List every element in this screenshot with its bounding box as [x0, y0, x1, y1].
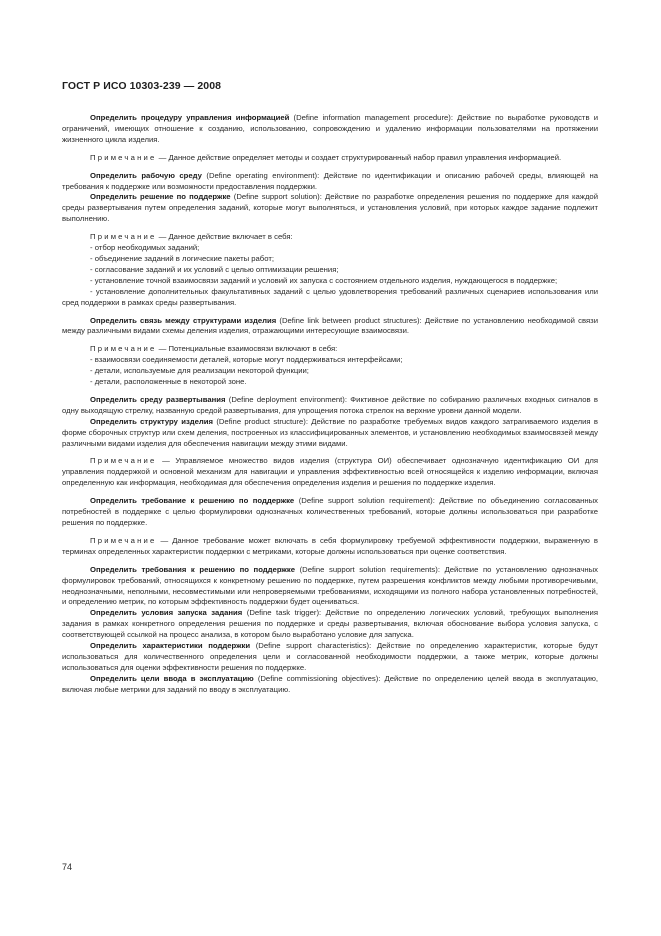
list-item: - установление дополнительных факультативных заданий с целью удовлетворения требований различных сценариев использования или сред поддержки в рамках среды развертывания.	[62, 286, 598, 307]
definition-text: (Define support characteristics): Действие по определению характеристик, которые будут использоваться для количественного определения цели и согласованной необходимости поддержки, а также метрик, которые должны использоваться для оценки эффективности решения по поддержке.	[62, 641, 598, 672]
term: Определить связь между структурами изделия	[90, 315, 277, 325]
note-paragraph	[62, 153, 598, 164]
term: Определить рабочую среду	[90, 170, 202, 180]
list-item: - объединение заданий в логические пакеты работ;	[90, 253, 274, 263]
list-item: - взаимосвязи соединяемости деталей, которые могут поддерживаться интерфейсами;	[90, 355, 403, 365]
definition-text: (Define deployment environment): Фиктивное действие по собиранию различных входных сигналов в одну выходящую стрелку, названную средой развертывания, для упрощения потока стрелок на верхние уровни данной модели.	[62, 394, 598, 415]
definition-text: (Define operating environment): Действие по идентификации и описанию рабочей среды, влияющей на требования к поддержке или возможности предоставления поддержки.	[62, 170, 598, 191]
note-label: Примечание	[90, 535, 157, 545]
list-item: - установление точной взаимосвязи заданий и условий их запуска с состоянием отдельного изделия, нуждающегося в поддержке;	[90, 275, 558, 285]
term: Определить характеристики поддержки	[90, 641, 251, 651]
term: Определить условия запуска задания	[90, 608, 243, 618]
note-label: Примечание	[90, 232, 157, 242]
list-item: - отбор необходимых заданий;	[90, 243, 200, 253]
definition-text: (Define task trigger): Действие по определению логических условий, требующих выполнения задания в рамках конкретного определения решения по поддержке и среды развертывания, включая обоснование выбора условия запуска, с соответствующей ссылкой на процесс анализа, в котором было выработано условие для запуска.	[62, 608, 598, 640]
list-item: - детали, расположенные в некоторой зоне.	[90, 377, 247, 387]
note-text: — Управляемое множество видов изделия (структура ОИ) обеспечивает однозначную идентификацию ОИ для управления поддержкой и основной механизм для навигации и управления эффективностью всей относящейся к изделию информации, включая определенную как информация, необходимая для обеспечения определения изделия и решения по поддержке изделия.	[62, 456, 598, 488]
definition-text: (Define support solution): Действие по разработке определения решения по поддержке для каждой среды развертывания путем определения заданий, которые могут выполняться, и установления условий, при которых каждое задание подлежит выполнению.	[62, 192, 598, 224]
definition-paragraph	[62, 395, 598, 417]
note-text: — Данное требование может включать в себя формулировку требуемой эффективности поддержки, выраженную в терминах определенных характеристик поддержки с метриками, которые должны использоваться при оценке соответствия.	[62, 535, 598, 556]
definition-text: (Define support solution requirement): Действие по объединению согласованных потребностей в поддержке с целью формулировки однозначных количественных требований, которые должны использоваться при разработке решения по поддержке.	[62, 496, 598, 527]
note-paragraph	[62, 344, 598, 355]
term: Определить структуру изделия	[90, 416, 214, 426]
term: Определить процедуру управления информацией	[90, 113, 290, 122]
term: Определить требования к решению по поддержке	[90, 564, 295, 574]
note-paragraph	[62, 536, 598, 558]
term: Определить решение по поддержке	[90, 192, 231, 202]
note-text: — Данное действие определяет методы и создает структурированный набор правил управления информацией.	[156, 152, 562, 162]
note-text: — Потенциальные взаимосвязи включают в себя:	[156, 344, 338, 354]
page-number: 74	[62, 862, 73, 872]
definition-paragraph	[62, 171, 598, 193]
list-item: - согласование заданий и их условий с целью оптимизации решения;	[90, 264, 339, 274]
definition-paragraph	[62, 113, 598, 146]
definition-paragraph	[62, 641, 598, 674]
definition-paragraph	[62, 565, 598, 609]
note-label: Примечание	[90, 456, 157, 466]
note-text: — Данное действие включает в себя:	[156, 232, 293, 242]
definition-text: (Define product structure): Действие по разработке требуемых видов каждого затрагиваемого изделия в форме сборочных структур или схем деления, построенных из классифицированных элементов, и установлению необходимых взаимосвязей между различными видами изделия для обеспечения навигации между этими видами.	[62, 416, 598, 448]
term: Определить среду развертывания	[90, 394, 226, 404]
document-header: ГОСТ Р ИСО 10303-239 — 2008	[62, 80, 222, 92]
term: Определить цели ввода в эксплуатацию	[90, 673, 254, 683]
definition-paragraph	[62, 192, 598, 225]
term: Определить требование к решению по поддержке	[90, 496, 295, 506]
definition-paragraph	[62, 608, 598, 641]
list-item: - детали, используемые для реализации некоторой функции;	[90, 366, 309, 376]
note-label: Примечание	[90, 152, 157, 162]
definition-paragraph	[62, 674, 598, 696]
definition-text: (Define commissioning objectives): Действие по определению целей ввода в эксплуатацию, включая любые метрики для заданий по вводу в эксплуатацию.	[62, 673, 598, 694]
definition-paragraph	[62, 417, 598, 450]
definition-paragraph	[62, 316, 598, 338]
definition-text: (Define information management procedure): Действие по выработке руководств и ограничений, имеющих отношение к созданию, использованию, сопровождению и удалению информации пользователями на протяжении жизненного цикла изделия.	[62, 113, 598, 144]
document-body	[62, 106, 598, 696]
definition-paragraph	[62, 496, 598, 529]
note-paragraph	[62, 456, 598, 489]
note-label: Примечание	[90, 344, 157, 354]
definition-text: (Define link between product structures): Действие по установлению необходимой связи между различными видами схемы деления изделия, отражающими интересующие взаимосвязи.	[62, 315, 598, 336]
definition-text: (Define support solution requirements): Действие по установлению однозначных формулировок требований, относящихся к конкретному решению по поддержке, путем разрешения конфликтов между любыми противоречивыми, неоднозначными, неполными, несовместимыми или непроверяемыми требованиями, исходящими из полного набора установленных потребностей, и определению метрик, по которым эффективность поддержки будет оцениваться.	[62, 564, 598, 607]
note-paragraph	[62, 232, 598, 243]
